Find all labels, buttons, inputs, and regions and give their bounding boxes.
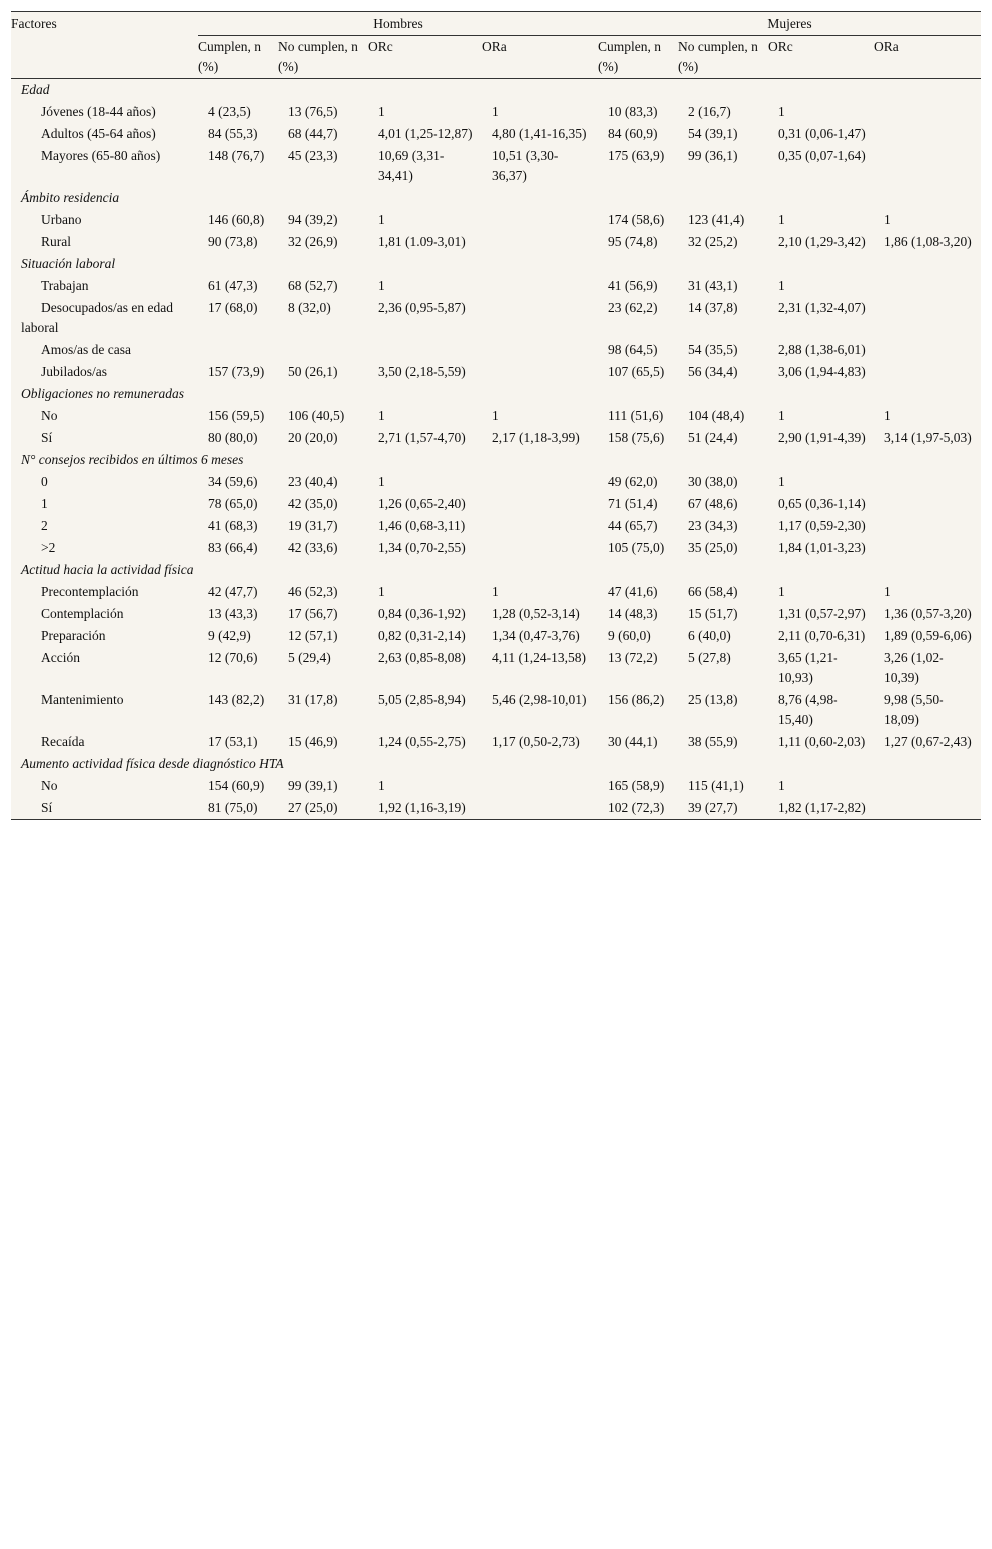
row-label-text: Adultos (45-64 años) <box>41 126 156 141</box>
cell-h-nc: 31 (17,8) <box>288 692 338 707</box>
cell-m-c: 30 (44,1) <box>608 734 658 749</box>
cell-m-ora: 1 <box>884 584 891 599</box>
section-row <box>11 187 981 209</box>
cell-h-c: 61 (47,3) <box>208 278 258 293</box>
row-label <box>11 515 198 537</box>
table-row <box>11 581 981 603</box>
cell-h-nc: 46 (52,3) <box>288 584 338 599</box>
cell-h-ora <box>482 797 598 820</box>
cell-m-orc: 0,65 (0,36-1,14) <box>778 496 866 511</box>
cell-m-nc: 32 (25,2) <box>688 234 738 249</box>
cell-m-nc: 2 (16,7) <box>688 104 731 119</box>
row-label <box>11 493 198 515</box>
section-row <box>11 449 981 471</box>
cell-h-c: 146 (60,8) <box>208 212 265 227</box>
col-m-no-cumplen: No cumplen, n (%) <box>678 36 768 79</box>
section-row <box>11 79 981 102</box>
cell-m-orc: 2,10 (1,29-3,42) <box>778 234 866 249</box>
cell-m-orc: 2,90 (1,91-4,39) <box>778 430 866 445</box>
cell-m-c: 71 (51,4) <box>608 496 658 511</box>
row-label <box>11 581 198 603</box>
row-label-text: Precontemplación <box>41 584 139 599</box>
cell-h-orc: 4,01 (1,25-12,87) <box>378 126 473 141</box>
section-title: Edad <box>21 82 50 97</box>
cell-m-c: 9 (60,0) <box>608 628 651 643</box>
cell-m-c: 41 (56,9) <box>608 278 658 293</box>
table-row <box>11 471 981 493</box>
cell-m-c: 14 (48,3) <box>608 606 658 621</box>
cell-h-ora: 1 <box>492 104 499 119</box>
cell-m-nc: 104 (48,4) <box>688 408 745 423</box>
row-label <box>11 361 198 383</box>
cell-h-c: 12 (70,6) <box>208 650 258 665</box>
row-label <box>11 647 198 689</box>
row-label-text: Contemplación <box>41 606 124 621</box>
col-h-ora: ORa <box>482 36 598 79</box>
cell-m-nc: 30 (38,0) <box>688 474 738 489</box>
row-label <box>11 625 198 647</box>
table-row <box>11 123 981 145</box>
cell-m-nc: 66 (58,4) <box>688 584 738 599</box>
cell-m-orc: 1 <box>778 104 785 119</box>
table-row <box>11 101 981 123</box>
cell-h-ora: 10,51 (3,30-36,37) <box>492 148 559 183</box>
cell-m-ora <box>874 275 981 297</box>
cell-h-orc: 1 <box>378 104 385 119</box>
table-row <box>11 297 981 339</box>
row-label <box>11 101 198 123</box>
cell-h-ora <box>482 339 598 361</box>
cell-h-ora <box>482 231 598 253</box>
row-label-text: No <box>41 408 58 423</box>
cell-m-nc: 56 (34,4) <box>688 364 738 379</box>
cell-h-ora: 4,80 (1,41-16,35) <box>492 126 587 141</box>
cell-h-c: 143 (82,2) <box>208 692 265 707</box>
row-label <box>11 297 198 339</box>
cell-h-nc: 106 (40,5) <box>288 408 345 423</box>
cell-m-orc: 1 <box>778 584 785 599</box>
cell-m-ora: 1 <box>884 408 891 423</box>
cell-m-orc: 1 <box>778 778 785 793</box>
row-label-text: 2 <box>41 518 48 533</box>
cell-h-c: 154 (60,9) <box>208 778 265 793</box>
cell-m-ora <box>874 797 981 820</box>
cell-m-c: 98 (64,5) <box>608 342 658 357</box>
cell-h-orc: 1,81 (1.09-3,01) <box>378 234 466 249</box>
cell-h-c: 9 (42,9) <box>208 628 251 643</box>
section-title: N° consejos recibidos en últimos 6 meses <box>21 452 244 467</box>
cell-m-c: 102 (72,3) <box>598 797 678 820</box>
row-label-text: Desocupados/as en edad laboral <box>21 300 173 335</box>
table-row <box>11 145 981 187</box>
cell-m-nc: 35 (25,0) <box>688 540 738 555</box>
cell-m-ora: 1,86 (1,08-3,20) <box>884 234 972 249</box>
cell-m-c: 156 (86,2) <box>608 692 665 707</box>
cell-m-c: 47 (41,6) <box>608 584 658 599</box>
cell-h-ora: 1,17 (0,50-2,73) <box>492 734 580 749</box>
table-row <box>11 339 981 361</box>
cell-h-nc: 23 (40,4) <box>288 474 338 489</box>
cell-h-c: 148 (76,7) <box>208 148 265 163</box>
cell-m-ora: 1,27 (0,67-2,43) <box>884 734 972 749</box>
cell-m-orc: 1 <box>778 278 785 293</box>
row-label-text: Preparación <box>41 628 106 643</box>
cell-h-nc: 13 (76,5) <box>288 104 338 119</box>
cell-m-c: 13 (72,2) <box>608 650 658 665</box>
cell-h-orc: 0,84 (0,36-1,92) <box>378 606 466 621</box>
cell-m-ora <box>874 361 981 383</box>
cell-h-c: 90 (73,8) <box>208 234 258 249</box>
cell-h-nc: 94 (39,2) <box>288 212 338 227</box>
cell-m-nc: 67 (48,6) <box>688 496 738 511</box>
row-label-text: Sí <box>41 800 53 815</box>
table-row <box>11 603 981 625</box>
cell-h-nc: 5 (29,4) <box>288 650 331 665</box>
row-label-text: Acción <box>41 650 80 665</box>
cell-m-orc: 8,76 (4,98-15,40) <box>778 692 838 727</box>
cell-h-c: 156 (59,5) <box>208 408 265 423</box>
cell-h-ora <box>482 471 598 493</box>
row-label <box>11 797 198 820</box>
cell-h-ora: 1,28 (0,52-3,14) <box>492 606 580 621</box>
cell-m-orc: 3,65 (1,21-10,93) <box>778 650 838 685</box>
cell-h-orc: 1,46 (0,68-3,11) <box>378 518 466 533</box>
cell-h-orc: 1 <box>378 278 385 293</box>
results-table-container <box>11 11 981 820</box>
cell-m-c: 49 (62,0) <box>608 474 658 489</box>
cell-h-c: 17 (53,1) <box>208 734 258 749</box>
cell-m-nc: 99 (36,1) <box>688 148 738 163</box>
cell-m-ora: 1,89 (0,59-6,06) <box>884 628 972 643</box>
table-header <box>11 12 981 79</box>
cell-m-c: 105 (75,0) <box>608 540 665 555</box>
cell-m-nc: 54 (39,1) <box>688 126 738 141</box>
cell-h-orc: 1 <box>378 778 385 793</box>
row-label-text: Rural <box>41 234 71 249</box>
table-row <box>11 689 981 731</box>
row-label-text: Jóvenes (18-44 años) <box>41 104 156 119</box>
cell-h-c: 41 (68,3) <box>208 518 258 533</box>
cell-h-nc <box>278 339 368 361</box>
cell-h-nc: 42 (35,0) <box>288 496 338 511</box>
cell-h-ora: 1 <box>492 408 499 423</box>
cell-m-ora <box>874 297 981 339</box>
cell-m-c: 10 (83,3) <box>608 104 658 119</box>
cell-h-c <box>198 339 278 361</box>
cell-h-c: 84 (55,3) <box>208 126 258 141</box>
cell-m-orc: 1 <box>778 474 785 489</box>
cell-m-ora: 9,98 (5,50-18,09) <box>884 692 944 727</box>
cell-h-ora: 1,34 (0,47-3,76) <box>492 628 580 643</box>
row-label <box>11 471 198 493</box>
cell-m-orc: 1,17 (0,59-2,30) <box>778 518 866 533</box>
cell-h-orc <box>368 339 482 361</box>
table-body <box>11 79 981 820</box>
cell-m-c: 111 (51,6) <box>608 408 664 423</box>
cell-h-nc: 15 (46,9) <box>288 734 338 749</box>
cell-h-nc: 32 (26,9) <box>288 234 338 249</box>
cell-h-c: 17 (68,0) <box>208 300 258 315</box>
table-row <box>11 775 981 797</box>
cell-m-c: 165 (58,9) <box>608 778 665 793</box>
table-row <box>11 493 981 515</box>
cell-h-nc: 45 (23,3) <box>288 148 338 163</box>
row-label-text: Mantenimiento <box>41 692 124 707</box>
cell-m-ora <box>874 471 981 493</box>
row-label <box>11 405 198 427</box>
section-row <box>11 253 981 275</box>
cell-m-orc: 2,11 (0,70-6,31) <box>778 628 866 643</box>
row-label-text: 1 <box>41 496 48 511</box>
cell-h-c: 157 (73,9) <box>208 364 265 379</box>
cell-m-nc: 5 (27,8) <box>688 650 731 665</box>
table-row <box>11 361 981 383</box>
cell-m-nc: 38 (55,9) <box>688 734 738 749</box>
table-row <box>11 405 981 427</box>
cell-h-nc: 99 (39,1) <box>288 778 338 793</box>
row-label <box>11 145 198 187</box>
cell-m-ora: 1,36 (0,57-3,20) <box>884 606 972 621</box>
table-row <box>11 231 981 253</box>
cell-m-nc: 6 (40,0) <box>688 628 731 643</box>
cell-m-nc: 31 (43,1) <box>688 278 738 293</box>
cell-m-ora <box>874 339 981 361</box>
cell-h-c: 13 (43,3) <box>208 606 258 621</box>
cell-h-orc: 1 <box>378 474 385 489</box>
cell-m-nc: 25 (13,8) <box>688 692 738 707</box>
cell-m-nc: 54 (35,5) <box>688 342 738 357</box>
cell-h-orc: 1,34 (0,70-2,55) <box>378 540 466 555</box>
table-row <box>11 275 981 297</box>
table-row <box>11 537 981 559</box>
cell-m-nc: 123 (41,4) <box>688 212 745 227</box>
cell-h-orc: 2,63 (0,85-8,08) <box>378 650 466 665</box>
cell-h-ora <box>482 297 598 339</box>
row-label <box>11 339 198 361</box>
cell-m-orc: 1,82 (1,17-2,82) <box>768 797 874 820</box>
group-mujeres: Mujeres <box>598 12 981 36</box>
col-m-ora: ORa <box>874 36 981 79</box>
cell-m-orc: 2,31 (1,32-4,07) <box>778 300 866 315</box>
cell-m-nc: 23 (34,3) <box>688 518 738 533</box>
section-row <box>11 559 981 581</box>
cell-h-nc: 17 (56,7) <box>288 606 338 621</box>
cell-h-c: 83 (66,4) <box>208 540 258 555</box>
cell-h-ora <box>482 775 598 797</box>
cell-m-ora <box>874 101 981 123</box>
section-title: Situación laboral <box>21 256 116 271</box>
cell-m-orc: 3,06 (1,94-4,83) <box>778 364 866 379</box>
table-row <box>11 427 981 449</box>
cell-m-c: 23 (62,2) <box>608 300 658 315</box>
cell-m-ora <box>874 515 981 537</box>
cell-h-orc: 1,92 (1,16-3,19) <box>368 797 482 820</box>
cell-h-nc: 27 (25,0) <box>278 797 368 820</box>
cell-m-c: 158 (75,6) <box>608 430 665 445</box>
cell-h-orc: 2,36 (0,95-5,87) <box>378 300 466 315</box>
row-label <box>11 603 198 625</box>
cell-h-c: 34 (59,6) <box>208 474 258 489</box>
col-m-orc: ORc <box>768 36 874 79</box>
cell-m-orc: 1,11 (0,60-2,03) <box>778 734 866 749</box>
cell-h-nc: 50 (26,1) <box>288 364 338 379</box>
results-table <box>11 11 981 820</box>
row-label-text: Mayores (65-80 años) <box>41 148 161 163</box>
cell-m-ora <box>874 775 981 797</box>
cell-h-ora <box>482 515 598 537</box>
row-label-text: Amos/as de casa <box>41 342 131 357</box>
cell-h-ora <box>482 361 598 383</box>
cell-h-ora: 4,11 (1,24-13,58) <box>492 650 586 665</box>
cell-h-nc: 8 (32,0) <box>288 300 331 315</box>
row-label-text: Sí <box>41 430 53 445</box>
cell-h-c: 4 (23,5) <box>208 104 251 119</box>
row-label-text: Jubilados/as <box>41 364 107 379</box>
cell-m-nc: 15 (51,7) <box>688 606 738 621</box>
row-label-text: >2 <box>41 540 56 555</box>
section-title: Obligaciones no remuneradas <box>21 386 184 401</box>
row-label <box>11 123 198 145</box>
cell-h-orc: 1 <box>378 584 385 599</box>
table-row <box>11 209 981 231</box>
cell-h-ora: 2,17 (1,18-3,99) <box>492 430 580 445</box>
col-h-cumplen: Cumplen, n (%) <box>198 36 278 79</box>
cell-m-nc: 115 (41,1) <box>688 778 744 793</box>
section-row <box>11 383 981 405</box>
cell-m-ora <box>874 493 981 515</box>
cell-m-orc: 1 <box>778 408 785 423</box>
cell-m-c: 107 (65,5) <box>608 364 665 379</box>
section-title: Ámbito residencia <box>21 190 120 205</box>
section-title: Aumento actividad física desde diagnóstico HTA <box>21 756 284 771</box>
cell-m-ora: 3,26 (1,02-10,39) <box>884 650 944 685</box>
row-label <box>11 731 198 753</box>
cell-h-c: 80 (80,0) <box>208 430 258 445</box>
table-row <box>11 797 981 820</box>
cell-h-nc: 68 (44,7) <box>288 126 338 141</box>
col-factores: Factores <box>11 12 198 36</box>
cell-h-orc: 0,82 (0,31-2,14) <box>378 628 466 643</box>
cell-m-nc: 14 (37,8) <box>688 300 738 315</box>
row-label-text: Urbano <box>41 212 82 227</box>
cell-m-c: 84 (60,9) <box>608 126 658 141</box>
cell-h-orc: 1,26 (0,65-2,40) <box>378 496 466 511</box>
row-label <box>11 209 198 231</box>
table-row <box>11 647 981 689</box>
cell-h-ora: 1 <box>492 584 499 599</box>
cell-m-ora <box>874 145 981 187</box>
row-label-text: Trabajan <box>41 278 89 293</box>
cell-m-orc: 2,88 (1,38-6,01) <box>778 342 866 357</box>
group-hombres: Hombres <box>198 12 598 36</box>
cell-m-ora: 1 <box>884 212 891 227</box>
cell-h-orc: 2,71 (1,57-4,70) <box>378 430 466 445</box>
table-row <box>11 515 981 537</box>
cell-m-c: 174 (58,6) <box>608 212 665 227</box>
cell-h-ora <box>482 275 598 297</box>
row-label <box>11 537 198 559</box>
row-label <box>11 427 198 449</box>
cell-h-nc: 42 (33,6) <box>288 540 338 555</box>
cell-m-ora <box>874 123 981 145</box>
cell-h-c: 81 (75,0) <box>198 797 278 820</box>
col-h-no-cumplen: No cumplen, n (%) <box>278 36 368 79</box>
cell-m-ora <box>874 537 981 559</box>
cell-m-orc: 0,31 (0,06-1,47) <box>778 126 866 141</box>
cell-m-orc: 1,84 (1,01-3,23) <box>778 540 866 555</box>
cell-h-orc: 10,69 (3,31-34,41) <box>378 148 445 183</box>
cell-m-orc: 1,31 (0,57-2,97) <box>778 606 866 621</box>
cell-h-ora <box>482 493 598 515</box>
cell-h-ora <box>482 209 598 231</box>
cell-h-nc: 19 (31,7) <box>288 518 338 533</box>
cell-m-orc: 1 <box>778 212 785 227</box>
row-label-text: Recaída <box>41 734 85 749</box>
cell-h-ora: 5,46 (2,98-10,01) <box>492 692 587 707</box>
cell-m-c: 95 (74,8) <box>608 234 658 249</box>
cell-h-c: 42 (47,7) <box>208 584 258 599</box>
row-label <box>11 689 198 731</box>
row-label <box>11 231 198 253</box>
cell-h-ora <box>482 537 598 559</box>
cell-h-orc: 5,05 (2,85-8,94) <box>378 692 466 707</box>
row-label-text: 0 <box>41 474 48 489</box>
cell-h-nc: 20 (20,0) <box>288 430 338 445</box>
table-row <box>11 731 981 753</box>
cell-h-orc: 1,24 (0,55-2,75) <box>378 734 466 749</box>
section-row <box>11 753 981 775</box>
col-h-orc: ORc <box>368 36 482 79</box>
col-m-cumplen: Cumplen, n (%) <box>598 36 678 79</box>
cell-m-c: 175 (63,9) <box>608 148 665 163</box>
cell-h-orc: 1 <box>378 212 385 227</box>
cell-h-orc: 1 <box>378 408 385 423</box>
row-label-text: No <box>41 778 58 793</box>
cell-h-nc: 12 (57,1) <box>288 628 338 643</box>
cell-h-c: 78 (65,0) <box>208 496 258 511</box>
cell-m-orc: 0,35 (0,07-1,64) <box>778 148 866 163</box>
cell-h-nc: 68 (52,7) <box>288 278 338 293</box>
cell-m-c: 44 (65,7) <box>608 518 658 533</box>
cell-h-orc: 3,50 (2,18-5,59) <box>378 364 466 379</box>
cell-m-nc: 51 (24,4) <box>688 430 738 445</box>
cell-m-ora: 3,14 (1,97-5,03) <box>884 430 972 445</box>
row-label <box>11 775 198 797</box>
table-row <box>11 625 981 647</box>
section-title: Actitud hacia la actividad física <box>21 562 194 577</box>
row-label <box>11 275 198 297</box>
cell-m-nc: 39 (27,7) <box>678 797 768 820</box>
